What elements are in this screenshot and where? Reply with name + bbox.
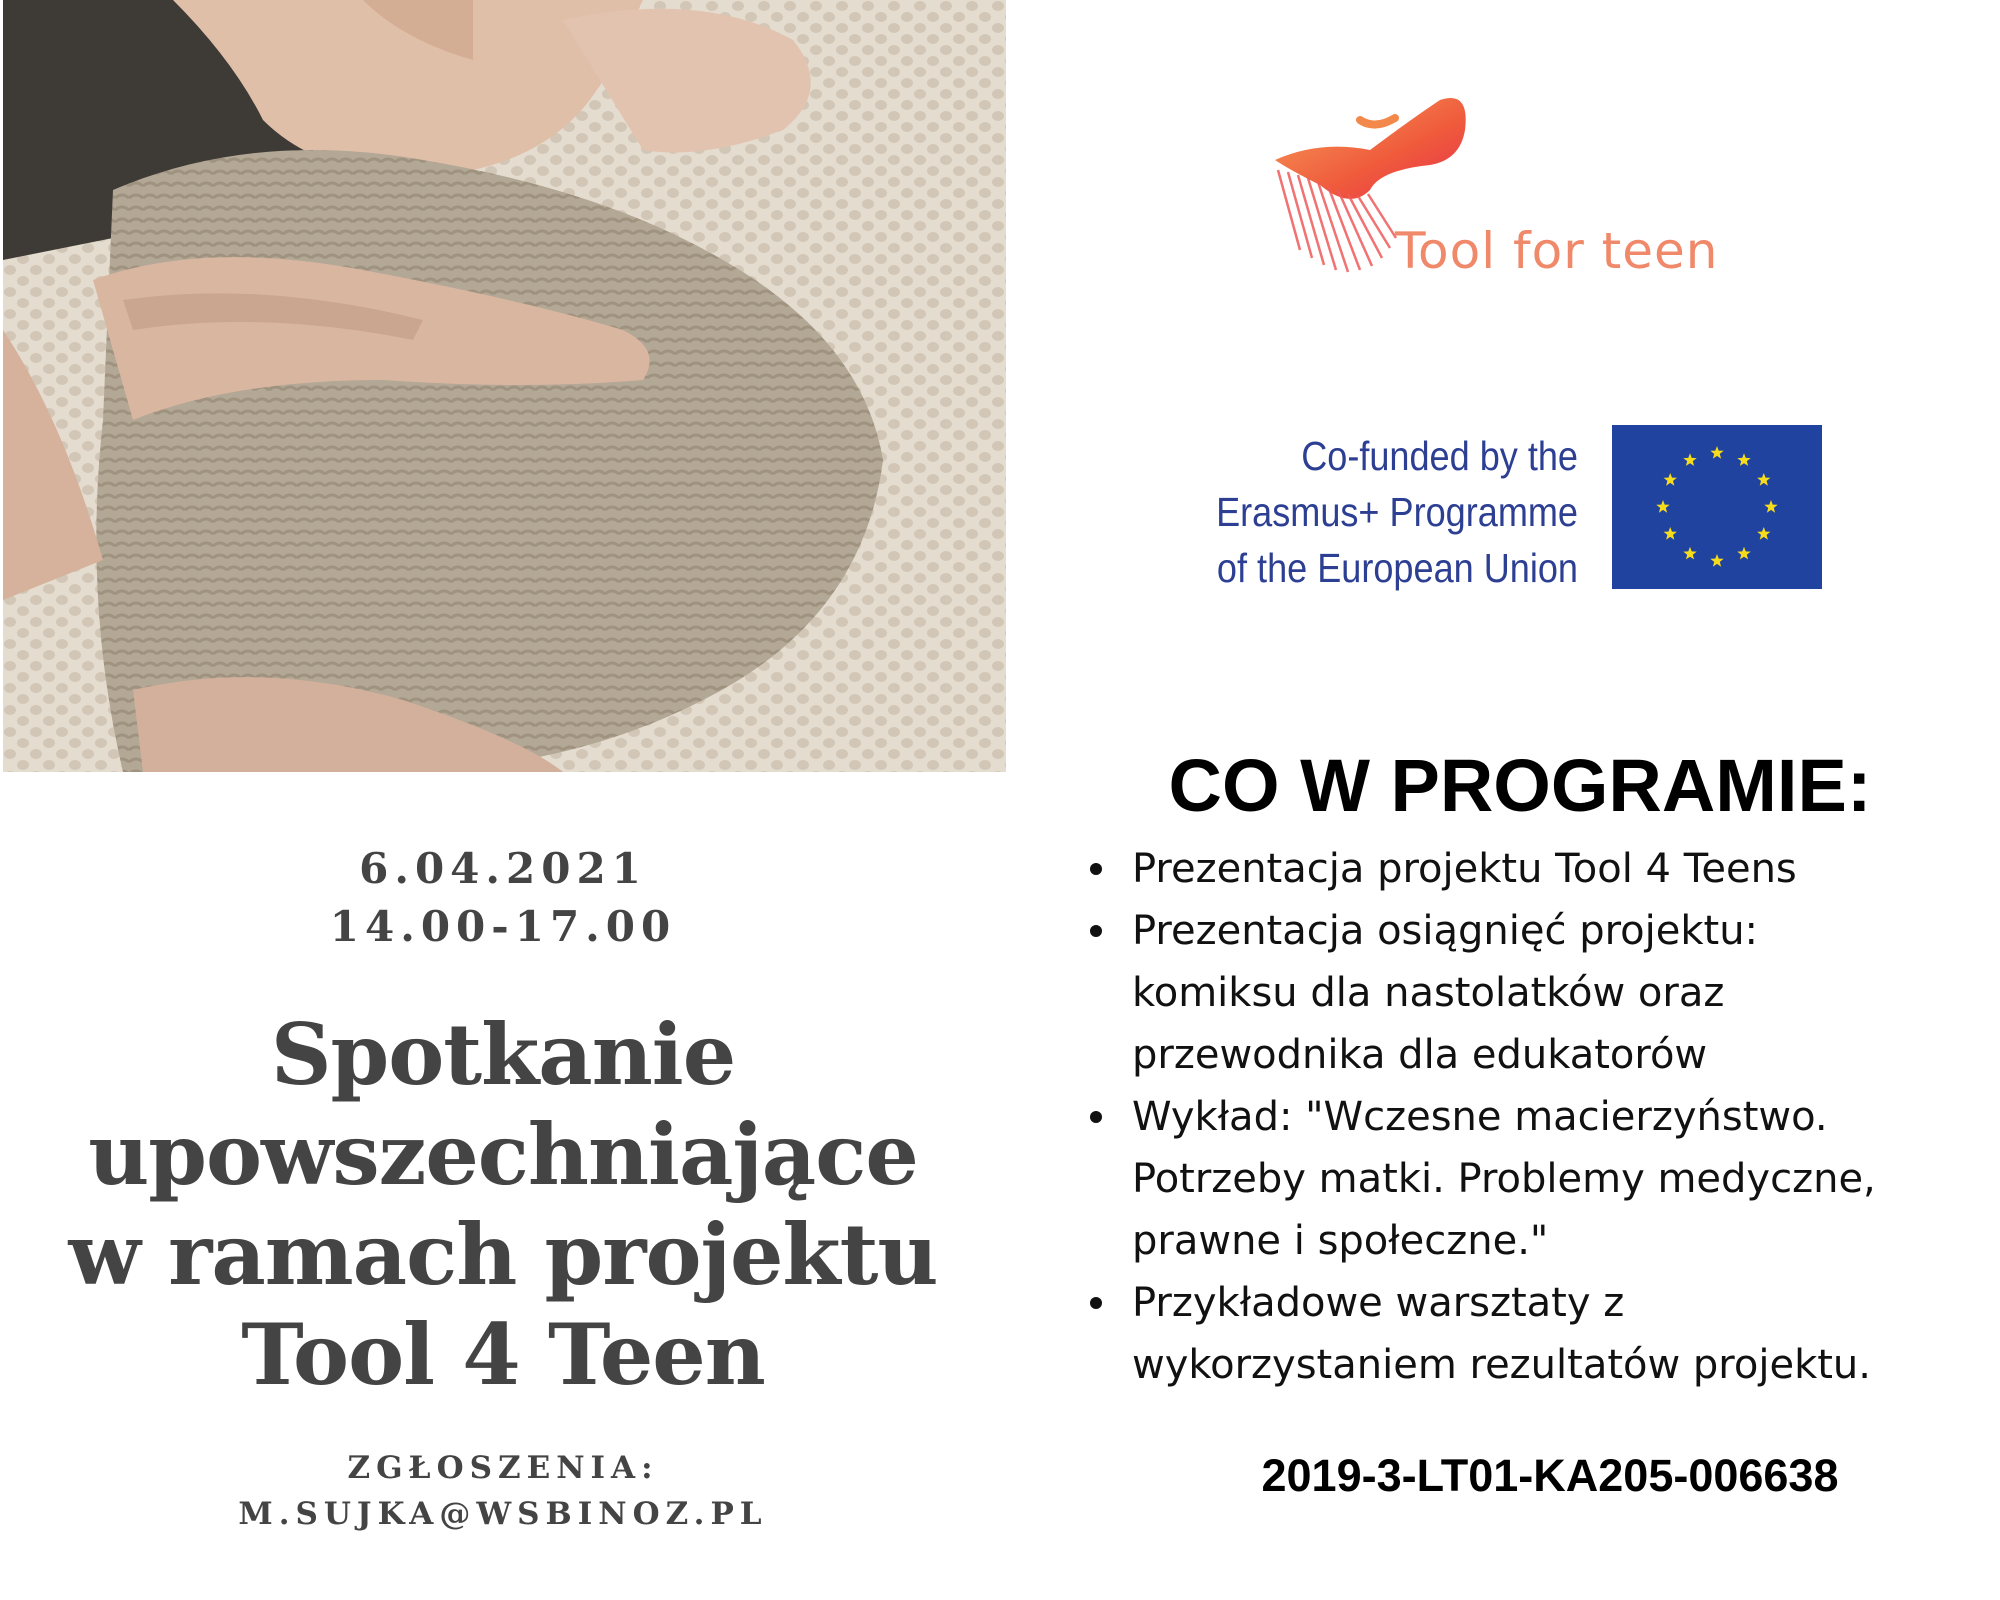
program-item: Prezentacja projektu Tool 4 Teens — [1090, 838, 1990, 900]
program-list — [1090, 838, 1990, 1396]
contact-label: ZGŁOSZENIA: — [347, 1450, 659, 1486]
program-heading: CO W PROGRAMIE: — [1168, 744, 1872, 827]
event-title-line: Tool 4 Teen — [241, 1305, 765, 1404]
erasmus-line: Erasmus+ Programme — [1216, 489, 1578, 535]
event-date: 6.04.2021 — [359, 844, 647, 893]
tool-for-teen-logo-text: Tool for teen — [1395, 222, 1719, 280]
program-item: Przykładowe warsztaty z wykorzystaniem rezultatów projektu. — [1090, 1272, 1990, 1396]
registration-contact — [0, 1445, 1006, 1537]
erasmus-line: of the European Union — [1216, 545, 1578, 591]
eu-flag-icon — [1612, 425, 1822, 589]
event-title-line: w ramach projektu — [68, 1205, 938, 1304]
project-code: 2019-3-LT01-KA205-006638 — [1261, 1450, 1839, 1501]
program-item: Prezentacja osiągnięć projektu: komiksu dla nastolatków oraz przewodnika dla edukatorów — [1090, 900, 1990, 1086]
event-title-line: Spotkanie — [270, 1005, 736, 1104]
erasmus-text — [1173, 428, 1578, 596]
baby-blanket-photo — [3, 0, 1006, 772]
event-title — [0, 1005, 1006, 1405]
event-date-time — [0, 840, 1006, 956]
event-title-line: upowszechniające — [88, 1105, 918, 1204]
event-time: 14.00-17.00 — [329, 902, 677, 951]
contact-email[interactable]: M.SUJKA@WSBINOZ.PL — [238, 1496, 768, 1532]
photo-illustration — [3, 0, 1006, 772]
erasmus-cofunded-logo — [1130, 388, 1840, 628]
erasmus-line: Co-funded by the — [1301, 433, 1578, 479]
program-item: Wykład: "Wczesne macierzyństwo. Potrzeby matki. Problemy medyczne, prawne i społeczne." — [1090, 1086, 1990, 1272]
